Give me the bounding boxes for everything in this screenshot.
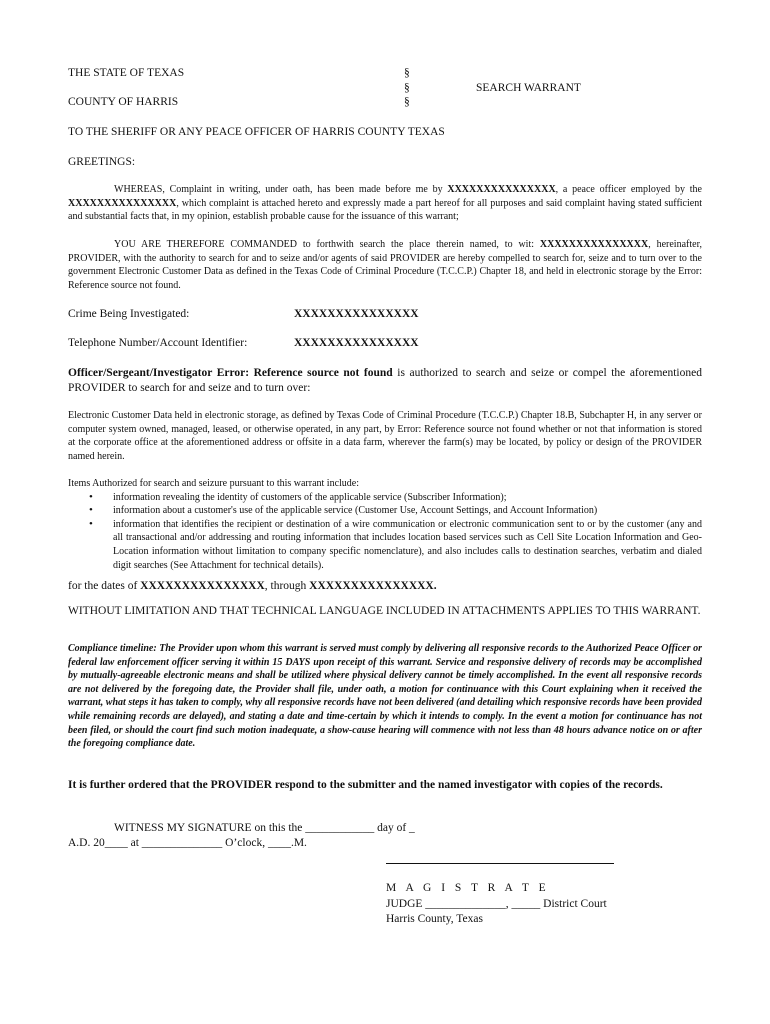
addressee-line: TO THE SHERIFF OR ANY PEACE OFFICER OF HARRIS COUNTY TEXAS (68, 126, 445, 138)
list-item: • information revealing the identity of customers of the applicable service (Subscriber Information); (113, 491, 702, 505)
list-item: • information about a customer's use of the applicable service (Customer Use, Account Settings, and Account Information) (113, 504, 702, 518)
commanded-post: , hereinafter, PROVIDER, with the authority to search for and to seize and/or agents of said PROVIDER are hereby compelled to search for, seize and to turn over to the government Electronic Customer Data as defined in the Texas Code of Criminal Procedure (T.C.C.P.) Chapter 18, and held in electronic storage by the Error: Reference source not found. (68, 239, 702, 291)
provider-name: XXXXXXXXXXXXXXX (539, 239, 649, 250)
dates-mid: , through (264, 580, 310, 592)
agency-name: XXXXXXXXXXXXXXX (68, 197, 177, 209)
ecd-paragraph: Electronic Customer Data held in electronic storage, as defined by Texas Code of Criminal Procedure (T.C.C.P.) Chapter 18.B, Subchapter H, in any server or computer system owned, managed, leased, or otherwise operated, in any part, by Error: Reference source not found whether or not that information is stored at the corporate office at the aforementioned address or offsite in a data farm, wherever the farm(s) may be located, by policy or design of the PROVIDER named herein. (68, 410, 702, 462)
date-from: XXXXXXXXXXXXXXX (140, 580, 265, 592)
commanded-paragraph (68, 238, 702, 292)
whereas-mid: , a peace officer employed by the (555, 184, 702, 195)
document-title: SEARCH WARRANT (476, 82, 581, 94)
witness-line-2: A.D. 20____ at ______________ O’clock, ____.M. (68, 837, 307, 849)
section-mark-2: § (404, 82, 410, 94)
commanded-pre: YOU ARE THEREFORE COMMANDED to forthwith search the place therein named, to wit: (114, 239, 540, 250)
whereas-paragraph (68, 183, 702, 224)
whereas-pre: WHEREAS, Complaint in writing, under oath, has been made before me by (114, 184, 448, 195)
compliance-timeline: Compliance timeline: The Provider upon whom this warrant is served must comply by delivering all responsive records to the Authorized Peace Officer or federal law enforcement officer serving it within 15 DAYS upon receipt of this warrant. Service and responsive delivery of records may be accomplished by mutually-agreeable electronic means and shall be utilized where physical delivery cannot be timely accomplished. In the event all responsive records are not delivered by the foregoing date, the Provider shall file, under oath, a motion for continuance with this Court explaining when it received the warrant, what steps it has taken to comply, why all responsive records have not been delivered (and detailing which responsive records have been provided while remaining records are delayed), and stating a date and time-certain by which it intends to comply. In the event a motion for continuance has not been filed, or should the court find such motion inadequate, a show-cause hearing will commence with not less than 48 hours advance notice on or after the foregoing compliance date. (68, 643, 702, 750)
judge-line: JUDGE ______________, _____ District Court (386, 898, 607, 910)
complainant-name: XXXXXXXXXXXXXXX (447, 184, 556, 195)
county-label: COUNTY OF HARRIS (68, 96, 179, 108)
officer-label: Officer/Sergeant/Investigator Error: Reference source not found (68, 367, 393, 379)
officer-rest: is authorized to search and seize or compel the aforementioned PROVIDER to search for and seize and to turn over: (68, 367, 702, 394)
magistrate-label: M A G I S T R A T E (386, 882, 550, 894)
telephone-label: Telephone Number/Account Identifier: (68, 337, 248, 349)
further-ordered: It is further ordered that the PROVIDER respond to the submitter and the named investigator with copies of the records. (68, 779, 663, 791)
date-to: XXXXXXXXXXXXXXX. (309, 580, 437, 592)
section-mark-3: § (404, 96, 410, 108)
court-county: Harris County, Texas (386, 913, 483, 925)
signature-line (386, 863, 614, 864)
items-section (68, 477, 702, 572)
telephone-value: XXXXXXXXXXXXXXX (294, 337, 419, 349)
dates-pre: for the dates of (68, 580, 141, 592)
dates-line (68, 580, 437, 592)
greetings: GREETINGS: (68, 156, 136, 168)
whereas-post: , which complaint is attached hereto and expressly made a part hereof for all purposes and said complaint having stated sufficient and substantial facts that, in my opinion, establish probable cause for the issuance of this warrant; (68, 197, 702, 223)
list-item: • information that identifies the recipient or destination of a wire communication or electronic communication sent to or by the customer (any and all transactional and/or addressing and routing information that includes location based services such as Cell Site Location Information and Geo-Location information without limitation to company specific nomenclature), and also includes calls to destination searches, verbatim and dialed digit searches (See Attachment for technical details). (113, 518, 702, 572)
crime-value: XXXXXXXXXXXXXXX (294, 308, 419, 320)
witness-line-1: WITNESS MY SIGNATURE on this the ____________ day of _ (114, 822, 415, 834)
officer-paragraph (68, 366, 702, 395)
state-label: THE STATE OF TEXAS (68, 67, 185, 79)
without-limitation: WITHOUT LIMITATION AND THAT TECHNICAL LANGUAGE INCLUDED IN ATTACHMENTS APPLIES TO THIS WARRANT. (68, 605, 701, 617)
items-intro: Items Authorized for search and seizure pursuant to this warrant include: (68, 478, 360, 489)
items-list (68, 491, 702, 573)
section-mark-1: § (404, 67, 410, 79)
crime-label: Crime Being Investigated: (68, 308, 190, 320)
